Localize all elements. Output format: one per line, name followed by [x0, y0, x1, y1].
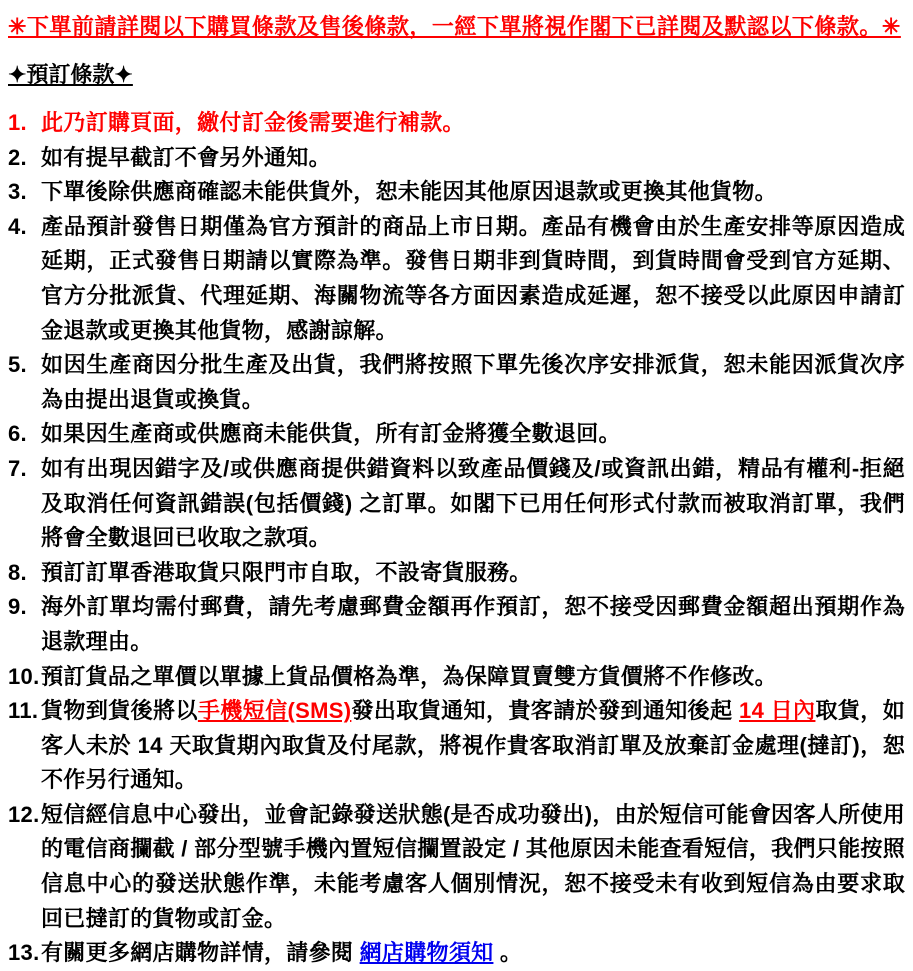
term-item-5 — [8, 348, 905, 417]
term-text: 短信經信息中心發出，並會記錄發送狀態(是否成功發出)，由於短信可能會因客人所使用的電信商攔截 / 部分型號手機內置短信攔置設定 / 其他原因未能查看短信，我們只能按照信息中心的發送狀態作準，未能考慮客人個別情況，恕不接受未有收到短信為由要求取回已撻訂的貨物或訂金。 — [41, 801, 905, 931]
term-item-4 — [8, 210, 905, 348]
store-shopping-guide-link[interactable]: 網店購物須知 — [359, 940, 494, 966]
term-number: 6. — [8, 421, 27, 447]
term-item-3 — [8, 175, 905, 210]
term-item-13 — [8, 936, 905, 971]
term-text: 如果因生產商或供應商未能供貨，所有訂金將獲全數退回。 — [41, 421, 621, 447]
term-number: 7. — [8, 455, 27, 481]
pre-order-warning-notice: ✳下單前請詳閱以下購買條款及售後條款，一經下單將視作閣下已詳閱及默認以下條款。✳ — [8, 14, 901, 39]
term-number: 2. — [8, 144, 27, 170]
term-item-10 — [8, 660, 905, 695]
term-item-6 — [8, 417, 905, 452]
term-item-9 — [8, 590, 905, 659]
term-text: 此乃訂購頁面，繳付訂金後需要進行補款。 — [41, 110, 465, 135]
terms-list — [8, 106, 905, 971]
term-text: 如有出現因錯字及/或供應商提供錯資料以致產品價錢及/或資訊出錯，精品有權利-拒絕及取消任何資訊錯誤(包括價錢) 之訂單。如閣下已用任何形式付款而被取消訂單，我們將會全數退回已收取之款項。 — [41, 455, 905, 551]
section-heading-pre-order-terms: ✦預訂條款✦ — [8, 62, 133, 87]
term-number: 3. — [8, 179, 27, 205]
term-item-11 — [8, 694, 905, 798]
term-text: 下單後除供應商確認未能供貨外，恕未能因其他原因退款或更換其他貨物。 — [41, 179, 777, 205]
term-number: 13. — [8, 940, 40, 966]
term-text: 。 — [493, 940, 523, 966]
term-text: 海外訂單均需付郵費，請先考慮郵費金額再作預訂，恕不接受因郵費金額超出預期作為退款理由。 — [41, 594, 905, 654]
term-text: 產品預計發售日期僅為官方預計的商品上市日期。產品有機會由於生產安排等原因造成延期，正式發售日期請以實際為準。發售日期非到貨時間，到貨時間會受到官方延期、官方分批派貨、代理延期、海關物流等各方面因素造成延遲，恕不接受以此原因申請訂金退款或更換其他貨物，感謝諒解。 — [41, 213, 905, 343]
term-number: 9. — [8, 594, 27, 620]
term-number: 8. — [8, 559, 27, 585]
term-text: 預訂貨品之單價以單據上貨品價格為準，為保障買賣雙方貨價將不作修改。 — [41, 663, 777, 689]
term-text: 貨物到貨後將以 — [41, 698, 198, 724]
term-text: 如因生產商因分批生產及出貨，我們將按照下單先後次序安排派貨，恕未能因派貨次序為由提出退貨或換貨。 — [41, 352, 905, 412]
term-number: 5. — [8, 352, 27, 378]
term-number: 10. — [8, 663, 40, 689]
term-text: 取貨，如客人未於 14 天取貨期內取貨及付尾款，將視作貴客取消訂單及放棄訂金處理(撻訂)，恕不作另行通知。 — [41, 698, 905, 793]
term-item-1 — [8, 106, 905, 141]
term-text: 發出取貨通知，貴客請於發到通知後起 — [351, 698, 740, 724]
term-text: 預訂訂單香港取貨只限門市自取，不設寄貨服務。 — [41, 559, 532, 585]
term-number: 1. — [8, 110, 27, 135]
term-item-7 — [8, 452, 905, 556]
term-text: 手機短信(SMS) — [197, 698, 352, 724]
term-item-2 — [8, 141, 905, 176]
term-text: 有關更多網店購物詳情，請參閱 — [41, 940, 360, 966]
term-item-12 — [8, 798, 905, 936]
term-number: 11. — [8, 698, 39, 724]
term-text: 如有提早截訂不會另外通知。 — [41, 144, 331, 170]
term-text: 14 日內 — [739, 698, 816, 724]
term-item-8 — [8, 556, 905, 591]
term-number: 4. — [8, 213, 27, 239]
term-number: 12. — [8, 801, 40, 827]
